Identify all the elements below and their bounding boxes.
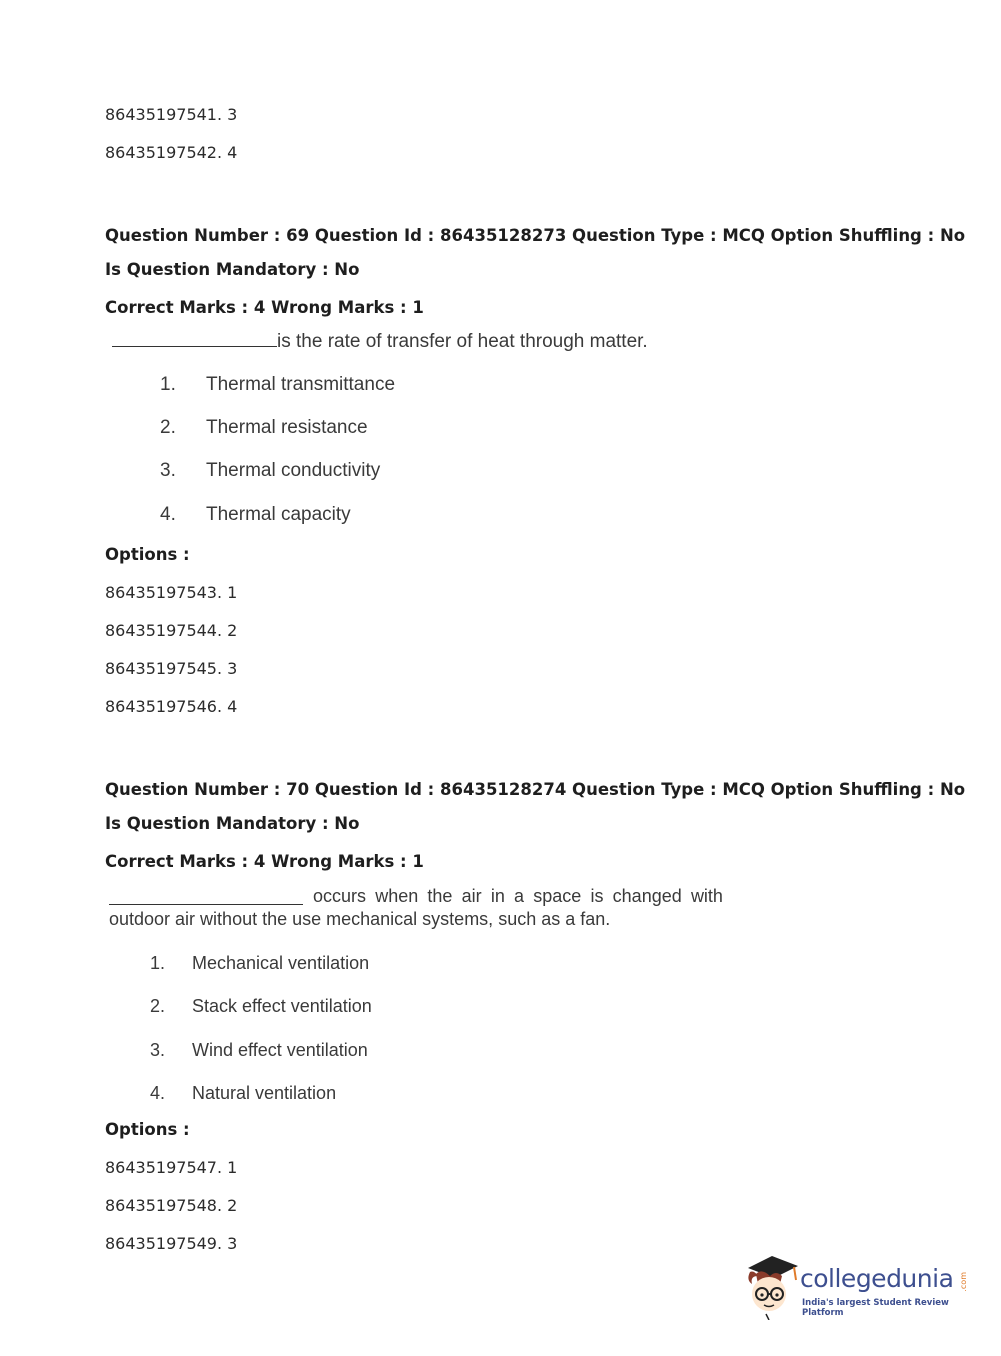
- choice-number: 2.: [160, 417, 176, 438]
- choice-text: Natural ventilation: [192, 1083, 337, 1103]
- logo-tagline: India's largest Student Review Platform: [802, 1298, 949, 1318]
- choice-number: 1.: [150, 953, 166, 973]
- choice-number: 2.: [150, 996, 166, 1016]
- collegedunia-logo: [742, 1250, 972, 1320]
- option-item: 86435197543. 1: [105, 583, 238, 602]
- logo-brand-text: collegedunia: [800, 1264, 954, 1293]
- logo-suffix: .com: [959, 1272, 968, 1292]
- choice-text: Thermal transmittance: [206, 374, 396, 395]
- option-item: 86435197542. 4: [105, 143, 238, 162]
- question-mandatory: Is Question Mandatory : No: [105, 814, 360, 833]
- choice-text: Thermal conductivity: [206, 460, 381, 481]
- question-header: Question Number : 69 Question Id : 86435128273 Question Type : MCQ Option Shuffling : No: [105, 226, 966, 245]
- choice-text: Thermal resistance: [206, 417, 368, 438]
- option-item: 86435197545. 3: [105, 659, 238, 678]
- choice-text: Thermal capacity: [206, 504, 351, 525]
- question-header: Question Number : 70 Question Id : 86435128274 Question Type : MCQ Option Shuffling : No: [105, 780, 966, 799]
- question-text: is the rate of transfer of heat through matter.: [112, 331, 648, 353]
- option-item: 86435197544. 2: [105, 621, 238, 640]
- options-label: Options :: [105, 545, 190, 564]
- question-marks: Correct Marks : 4 Wrong Marks : 1: [105, 852, 424, 871]
- choice-number: 1.: [160, 374, 176, 395]
- choice-text: Stack effect ventilation: [192, 996, 372, 1016]
- mascot-icon: [742, 1250, 802, 1320]
- answer-blank: [109, 886, 303, 909]
- choice-number: 4.: [160, 504, 176, 525]
- choice-number: 3.: [160, 460, 176, 481]
- question-mandatory: Is Question Mandatory : No: [105, 260, 360, 279]
- option-item: 86435197548. 2: [105, 1196, 238, 1215]
- choice-number: 3.: [150, 1040, 166, 1060]
- question-text-line2: outdoor air without the use mechanical systems, such as a fan.: [109, 909, 611, 929]
- options-label: Options :: [105, 1120, 190, 1139]
- option-item: 86435197549. 3: [105, 1234, 238, 1253]
- choice-text: Mechanical ventilation: [192, 953, 370, 973]
- question-text-line1: occurs when the air in a space is changed with: [313, 886, 723, 906]
- option-item: 86435197541. 3: [105, 105, 238, 124]
- question-marks: Correct Marks : 4 Wrong Marks : 1: [105, 298, 424, 317]
- option-item: 86435197546. 4: [105, 697, 238, 716]
- option-item: 86435197547. 1: [105, 1158, 238, 1177]
- choice-number: 4.: [150, 1083, 166, 1103]
- answer-blank: [112, 346, 277, 347]
- choice-text: Wind effect ventilation: [192, 1040, 368, 1060]
